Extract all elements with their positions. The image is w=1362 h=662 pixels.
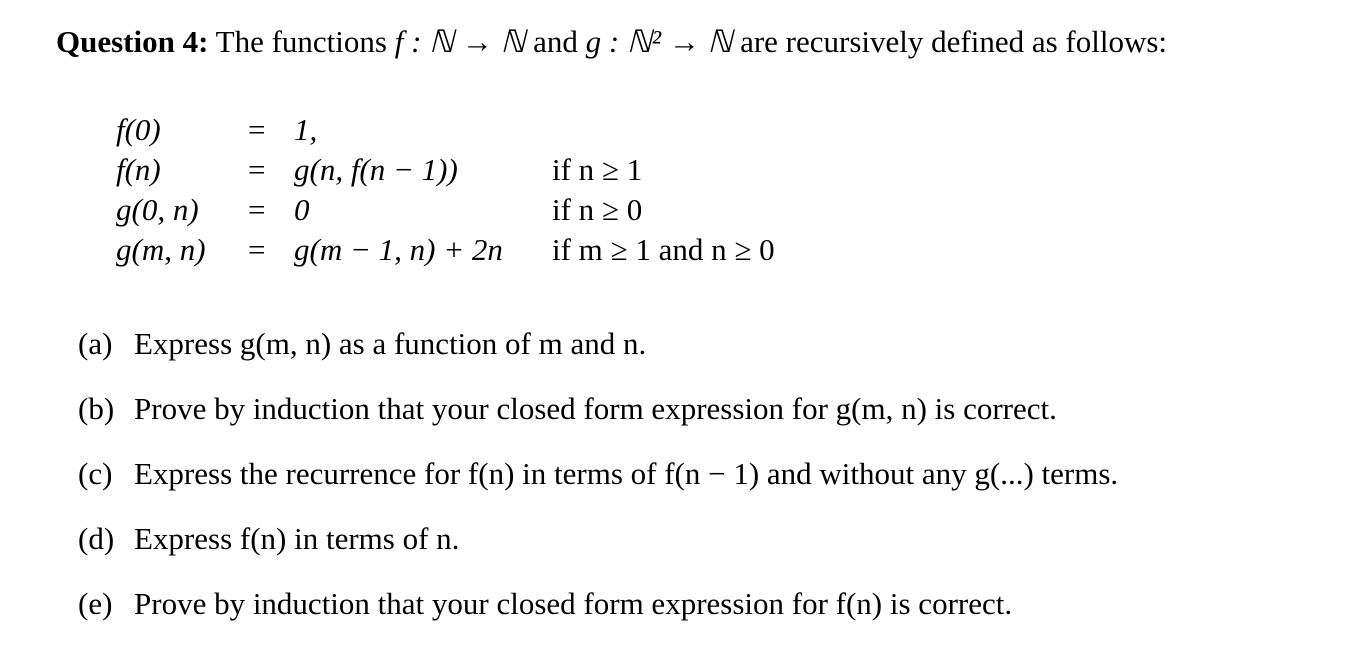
definition-equals: = bbox=[248, 232, 266, 267]
definition-condition: if m ≥ 1 and n ≥ 0 bbox=[552, 232, 775, 267]
definition-lhs: g(0, n) bbox=[116, 192, 199, 227]
question-part bbox=[78, 387, 1118, 452]
definition-equals: = bbox=[248, 152, 266, 187]
definition-lhs: g(m, n) bbox=[116, 232, 206, 267]
part-label: (b) bbox=[78, 391, 115, 426]
part-text: Prove by induction that your closed form expression for f(n) is correct. bbox=[134, 586, 1013, 621]
part-text: Prove by induction that your closed form expression for g(m, n) is correct. bbox=[134, 391, 1057, 426]
definition-rhs: 0 bbox=[294, 192, 310, 227]
definition-lhs: f(n) bbox=[116, 152, 161, 187]
question-statement bbox=[56, 22, 1167, 62]
definition-condition: if n ≥ 0 bbox=[552, 192, 643, 227]
f-signature: f : ℕ → ℕ bbox=[394, 24, 526, 59]
question-intro-pre: The functions bbox=[215, 24, 395, 59]
question-parts bbox=[78, 322, 1118, 647]
part-label: (a) bbox=[78, 326, 113, 361]
question-part bbox=[78, 322, 1118, 387]
part-text: Express the recurrence for f(n) in terms of f(n − 1) and without any g(...) terms. bbox=[134, 456, 1119, 491]
definition-condition: if n ≥ 1 bbox=[552, 152, 643, 187]
question-part bbox=[78, 517, 1118, 582]
question-and: and bbox=[525, 24, 586, 59]
question-part bbox=[78, 582, 1118, 647]
question-intro-post: are recursively defined as follows: bbox=[732, 24, 1168, 59]
part-text: Express f(n) in terms of n. bbox=[134, 521, 460, 556]
definition-equals: = bbox=[248, 112, 266, 147]
definition-lhs: f(0) bbox=[116, 112, 161, 147]
question-label: Question 4: bbox=[56, 24, 209, 59]
part-label: (e) bbox=[78, 586, 113, 621]
part-label: (d) bbox=[78, 521, 115, 556]
definition-equals: = bbox=[248, 192, 266, 227]
part-label: (c) bbox=[78, 456, 113, 491]
part-text: Express g(m, n) as a function of m and n. bbox=[134, 326, 647, 361]
definition-rhs: 1, bbox=[294, 112, 318, 147]
question-part bbox=[78, 452, 1118, 517]
definition-rhs: g(n, f(n − 1)) bbox=[294, 152, 458, 187]
g-signature: g : ℕ² → ℕ bbox=[585, 24, 733, 59]
definition-rhs: g(m − 1, n) + 2n bbox=[294, 232, 503, 267]
